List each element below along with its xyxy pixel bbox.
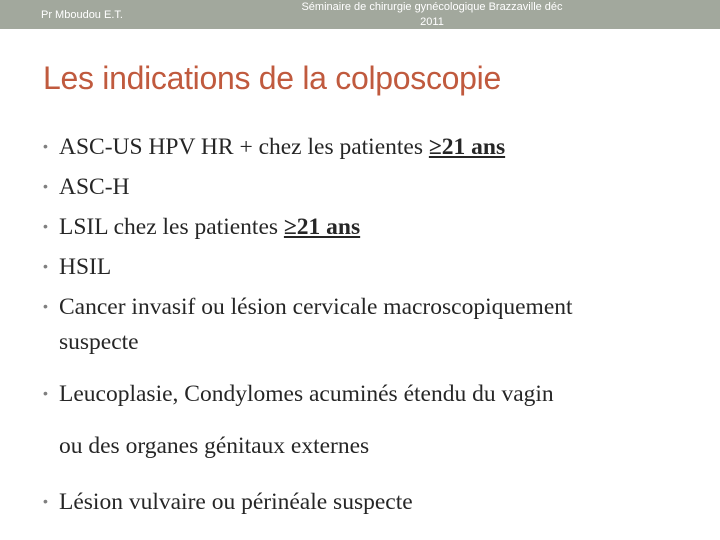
bullet-glyph: • — [43, 178, 48, 194]
bullet-glyph: • — [43, 218, 48, 234]
bullet-text: LSIL chez les patientes — [59, 214, 284, 240]
bullet-item — [43, 381, 554, 408]
bullet-item — [43, 294, 573, 321]
bullet-glyph: • — [43, 493, 48, 509]
bullet-text: ASC-H — [59, 174, 130, 200]
bullet-text: Leucoplasie, Condylomes acuminés étendu du vagin — [59, 381, 554, 407]
bullet-item — [43, 174, 130, 201]
bullet-continuation: suspecte — [59, 329, 139, 355]
bullet-item — [43, 254, 111, 281]
slide-title: Les indications de la colposcopie — [43, 60, 501, 96]
author-label: Pr Mboudou E.T. — [41, 9, 123, 21]
bullet-item — [43, 134, 505, 161]
bullet-emphasis: ≥21 ans — [283, 214, 361, 240]
bullet-text: Cancer invasif ou lésion cervicale macroscopiquement — [59, 294, 573, 320]
bullet-glyph: • — [43, 385, 48, 401]
bullet-emphasis: ≥21 ans — [428, 134, 506, 160]
bullet-glyph: • — [43, 258, 48, 274]
seminar-line-2: 2011 — [420, 16, 444, 28]
bullet-glyph: • — [43, 138, 48, 154]
bullet-glyph: • — [43, 298, 48, 314]
bullet-text: ASC-US HPV HR + chez les patientes — [59, 134, 429, 160]
seminar-line-1: Séminaire de chirurgie gynécologique Brazzaville déc — [301, 1, 563, 13]
bullet-item — [43, 214, 360, 241]
bullet-text: HSIL — [59, 254, 112, 280]
header-bar — [0, 0, 720, 29]
seminar-label — [282, 0, 582, 30]
bullet-text: Lésion vulvaire ou périnéale suspecte — [59, 489, 413, 515]
bullet-continuation: ou des organes génitaux externes — [59, 433, 370, 459]
bullet-item — [43, 489, 413, 516]
